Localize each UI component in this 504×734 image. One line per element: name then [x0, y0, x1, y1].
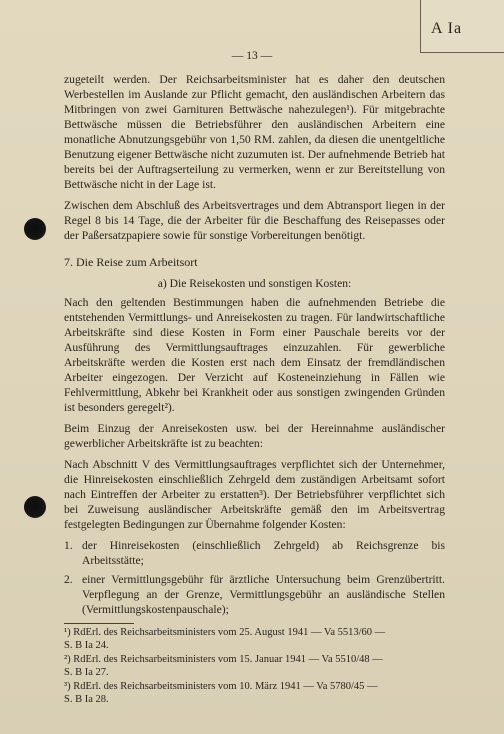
- section-title: 7. Die Reise zum Arbeitsort: [64, 255, 198, 269]
- footnote-mark: ³): [64, 681, 71, 692]
- list-item: [64, 538, 445, 568]
- list-item-number: 2.: [64, 573, 73, 586]
- footnote-mark: ¹): [64, 627, 71, 638]
- footnote-continuation: S. B Ia 27.: [64, 666, 109, 678]
- paragraph: Nach Abschnitt V des Vermittlungsauftrages verpflichtet sich der Unternehmer, die Hinreisekosten einschließlich Zehrgeld dem zuständigen Arbeitsamt sofort nach Eintreffen der Arbeiter zu erstatten³). Der Betriebsführer verpflichtet sich bei Zuweisung ausländischer Arbeitskräfte gemäß den im Arbeitsvertrag festgelegten Bedingungen zur Übernahme folgender Kosten:: [64, 458, 445, 531]
- paragraph: Zwischen dem Abschluß des Arbeitsvertrages und dem Abtransport liegen in der Regel 8 bis 14 Tage, die der Arbeiter für die Beschaffung des Reisepasses oder der Paßersatzpapiere sowie für sonstige Vorbereitungen benötigt.: [64, 199, 445, 242]
- body-text: [64, 72, 445, 708]
- paragraph: Nach den geltenden Bestimmungen haben die aufnehmenden Betriebe die entstehenden Vermittlungs- und Anreisekosten zu tragen. Für landwirtschaftliche Arbeitskräfte sind diese Kosten in Form einer Pauschale bereits vor der Ausführung des Vermittlungsauftrages einzuzahlen. Für gewerbliche Arbeitskräfte werden die Kosten erst nach dem Einsatz der fremdländischen Arbeiter eingezogen. Der Verzicht auf Kosteneinziehung in Fällen wie Fehlvermittlung, Abkehr bei Krankheit oder aus sonstigen zwingenden Gründen ist besonders geregelt²).: [64, 296, 445, 414]
- list-item-text: der Hinreisekosten (einschließlich Zehrgeld) ab Reichsgrenze bis Arbeitsstätte;: [82, 539, 445, 567]
- header-code: A Ia: [431, 20, 463, 37]
- footnote: [64, 681, 445, 706]
- paragraph: Beim Einzug der Anreisekosten usw. bei der Hereinnahme ausländischer gewerblicher Arbeitskräfte ist zu beachten:: [64, 422, 445, 450]
- header-box: [420, 0, 504, 53]
- footnote-text: RdErl. des Reichsarbeitsministers vom 10. März 1941 — Va 5780/45 —: [73, 681, 378, 692]
- punch-hole-bottom: [24, 496, 46, 518]
- paragraph: zugeteilt werden. Der Reichsarbeitsminister hat es daher den deutschen Werbestellen im Auslande zur Pflicht gemacht, den ausländischen Arbeitern das Mitbringen von zwei Garnituren Bettwäsche nahezulegen¹). Für mitgebrachte Bettwäsche müssen die Betriebsführer den ausländischen Arbeitern eine monatliche Abnutzungsgebühr von 1,50 RM. zahlen, da diesen die unentgeltliche Benutzung eigener Bettwäsche nicht zuzumuten ist. Der aufnehmende Betrieb hat bereits bei der Auftragserteilung zu vermerken, wenn er zur Bereitstellung von Bettwäsche nicht in der Lage ist.: [64, 73, 445, 191]
- footnote-text: RdErl. des Reichsarbeitsministers vom 15. Januar 1941 — Va 5510/48 —: [73, 654, 383, 665]
- footnote-mark: ²): [64, 654, 71, 665]
- list-item-text: einer Vermittlungsgebühr für ärztliche Untersuchung beim Grenzübertritt. Verpflegung an der Grenze, Vermittlungsgebühr an ausländische Stellen (Vermittlungskostenpauschale);: [82, 573, 445, 616]
- footnote-continuation: S. B Ia 24.: [64, 639, 109, 651]
- punch-hole-top: [24, 218, 46, 240]
- cost-list: [64, 538, 445, 617]
- list-item-number: 1.: [64, 539, 73, 552]
- footnote-text: RdErl. des Reichsarbeitsministers vom 25. August 1941 — Va 5513/60 —: [73, 627, 386, 638]
- footnote-continuation: S. B Ia 28.: [64, 693, 109, 705]
- footnote: [64, 654, 445, 679]
- subsection-title: a) Die Reisekosten und sonstigen Kosten:: [157, 277, 352, 290]
- footnote-divider: [64, 623, 134, 624]
- list-item: [64, 572, 445, 617]
- footnote: [64, 627, 445, 652]
- page-number: — 13 —: [231, 50, 273, 62]
